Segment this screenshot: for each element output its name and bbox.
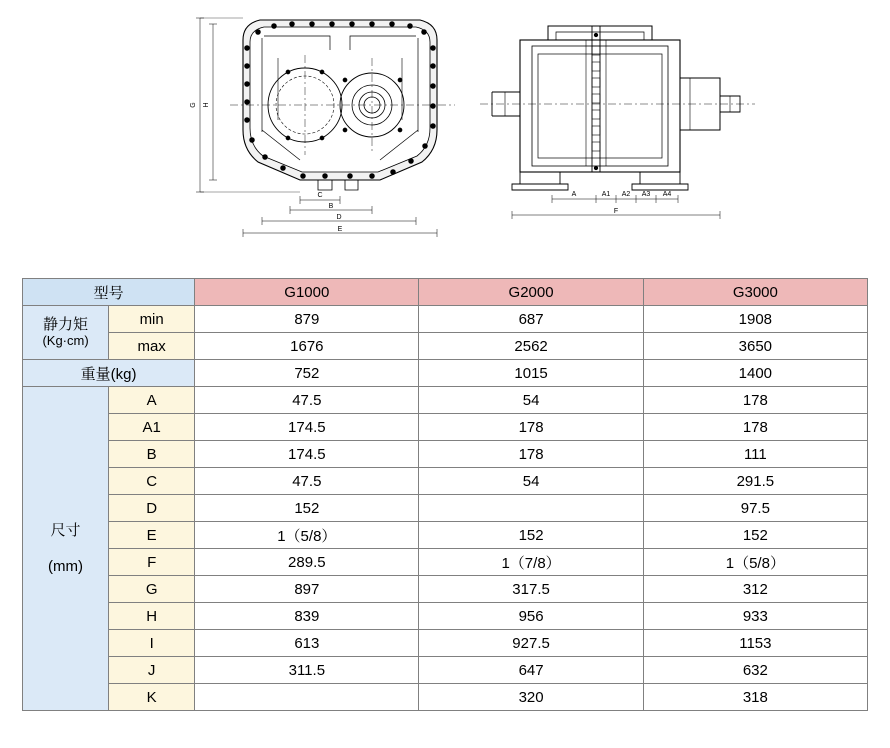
- header-model-g1000: G1000: [195, 279, 419, 306]
- dim-code-a1: A1: [109, 414, 195, 441]
- dim-b-g2000: 178: [419, 441, 643, 468]
- dim-h-g1000: 839: [195, 603, 419, 630]
- weight-g3000: 1400: [643, 360, 867, 387]
- specification-table-wrapper: [22, 278, 868, 711]
- dim-j-g1000: 311.5: [195, 657, 419, 684]
- dim-e-g3000: 152: [643, 522, 867, 549]
- dim-b-g1000: 174.5: [195, 441, 419, 468]
- static-torque-label: [23, 306, 109, 360]
- dim-a-g1000: 47.5: [195, 387, 419, 414]
- dim-code-b: B: [109, 441, 195, 468]
- dim-e-g2000: 152: [419, 522, 643, 549]
- static-torque-max-label: max: [109, 333, 195, 360]
- dim-label-A: A: [571, 191, 577, 198]
- front-view-drawing: [196, 18, 455, 237]
- dimensions-label-line2: (mm): [48, 557, 84, 575]
- dim-a1-g2000: 178: [419, 414, 643, 441]
- dim-b-g3000: 111: [643, 441, 867, 468]
- static-torque-min-g1000: 879: [195, 306, 419, 333]
- dim-k-g2000: 320: [419, 684, 643, 711]
- dim-k-g3000: 318: [643, 684, 867, 711]
- dim-label-A3: A3: [641, 191, 651, 198]
- dim-f-g2000: 1（7/8）: [419, 549, 643, 576]
- dimensions-label: [23, 387, 109, 711]
- dim-j-g2000: 647: [419, 657, 643, 684]
- table-row: [23, 441, 868, 468]
- dim-g-g1000: 897: [195, 576, 419, 603]
- header-model-label: 型号: [23, 279, 195, 306]
- technical-drawing-area: [0, 0, 890, 262]
- dim-f-g1000: 289.5: [195, 549, 419, 576]
- table-row: [23, 387, 868, 414]
- static-torque-min-g2000: 687: [419, 306, 643, 333]
- dim-d-g3000: 97.5: [643, 495, 867, 522]
- dim-label-F: F: [613, 208, 619, 215]
- dim-g-g3000: 312: [643, 576, 867, 603]
- header-model-g3000: G3000: [643, 279, 867, 306]
- dim-g-g2000: 317.5: [419, 576, 643, 603]
- dim-code-g: G: [109, 576, 195, 603]
- static-torque-min-label: min: [109, 306, 195, 333]
- dim-label-H: H: [203, 102, 210, 108]
- table-row: [23, 657, 868, 684]
- dim-label-G: G: [190, 102, 197, 108]
- table-row: [23, 630, 868, 657]
- dim-label-A2: A2: [621, 191, 631, 198]
- dim-c-g2000: 54: [419, 468, 643, 495]
- table-row: [23, 414, 868, 441]
- table-row: [23, 360, 868, 387]
- dim-a-g2000: 54: [419, 387, 643, 414]
- dim-d-g2000: [419, 495, 643, 522]
- dim-i-g3000: 1153: [643, 630, 867, 657]
- header-model-g2000: G2000: [419, 279, 643, 306]
- dim-j-g3000: 632: [643, 657, 867, 684]
- table-row: [23, 576, 868, 603]
- static-torque-label-line2: (Kg·cm): [42, 332, 89, 348]
- specification-table: [22, 278, 868, 711]
- dim-a1-g1000: 174.5: [195, 414, 419, 441]
- table-row: [23, 495, 868, 522]
- weight-g1000: 752: [195, 360, 419, 387]
- static-torque-max-g3000: 3650: [643, 333, 867, 360]
- dim-code-j: J: [109, 657, 195, 684]
- dim-k-g1000: [195, 684, 419, 711]
- dim-c-g1000: 47.5: [195, 468, 419, 495]
- dim-c-g3000: 291.5: [643, 468, 867, 495]
- table-row: [23, 603, 868, 630]
- table-row: [23, 522, 868, 549]
- weight-label: 重量(kg): [23, 360, 195, 387]
- dim-code-h: H: [109, 603, 195, 630]
- dim-a1-g3000: 178: [643, 414, 867, 441]
- table-row: [23, 468, 868, 495]
- dim-label-A4: A4: [662, 191, 672, 198]
- dim-code-f: F: [109, 549, 195, 576]
- weight-g2000: 1015: [419, 360, 643, 387]
- table-row: [23, 684, 868, 711]
- dim-h-g3000: 933: [643, 603, 867, 630]
- dim-e-g1000: 1（5/8）: [195, 522, 419, 549]
- dim-code-i: I: [109, 630, 195, 657]
- table-row: [23, 306, 868, 333]
- dim-i-g1000: 613: [195, 630, 419, 657]
- dim-label-E: E: [337, 226, 343, 233]
- dim-code-a: A: [109, 387, 195, 414]
- side-view-drawing: [480, 26, 755, 219]
- dim-label-C: C: [317, 192, 323, 199]
- table-row: [23, 549, 868, 576]
- table-header-row: [23, 279, 868, 306]
- static-torque-min-g3000: 1908: [643, 306, 867, 333]
- dim-label-D: D: [336, 214, 342, 221]
- static-torque-max-g1000: 1676: [195, 333, 419, 360]
- dim-a-g3000: 178: [643, 387, 867, 414]
- static-torque-max-g2000: 2562: [419, 333, 643, 360]
- dimensions-label-line1: 尺寸: [50, 522, 81, 539]
- dim-label-A1: A1: [601, 191, 611, 198]
- dim-d-g1000: 152: [195, 495, 419, 522]
- dim-i-g2000: 927.5: [419, 630, 643, 657]
- dim-code-e: E: [109, 522, 195, 549]
- table-row: [23, 333, 868, 360]
- dim-code-c: C: [109, 468, 195, 495]
- dim-code-k: K: [109, 684, 195, 711]
- gearbox-drawing-svg: [0, 0, 890, 262]
- dim-label-B: B: [328, 203, 334, 210]
- static-torque-label-line1: 静力矩: [43, 316, 89, 334]
- dim-f-g3000: 1（5/8）: [643, 549, 867, 576]
- dim-h-g2000: 956: [419, 603, 643, 630]
- dim-code-d: D: [109, 495, 195, 522]
